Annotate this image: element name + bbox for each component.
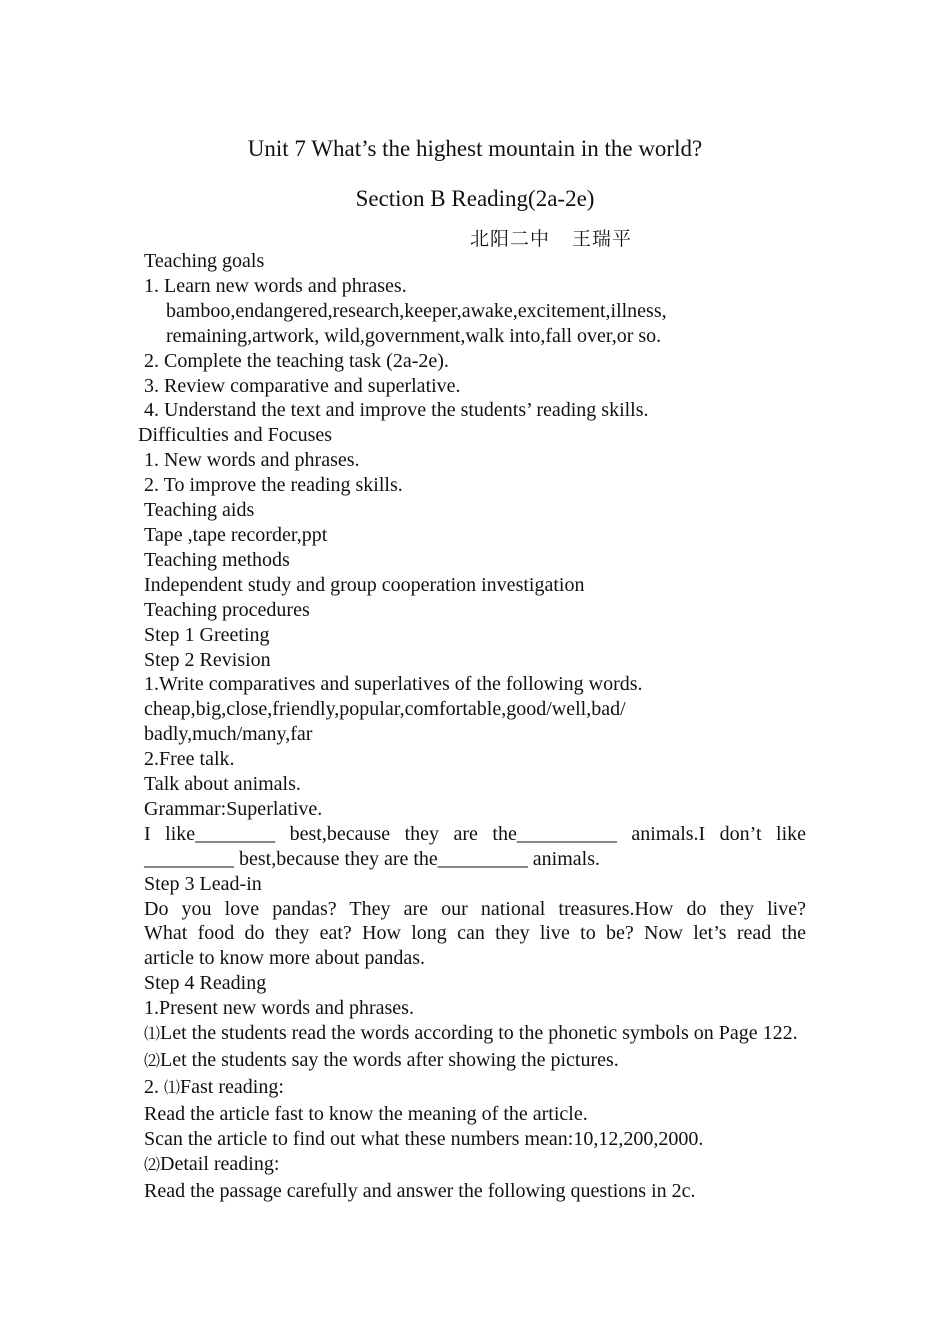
section-title: Section B Reading(2a-2e) <box>355 186 595 211</box>
detail-reading-text: Read the passage carefully and answer the following questions in 2c. <box>144 1179 696 1202</box>
lesson-plan-body <box>138 249 806 1203</box>
goal-item-3: 3. Review comparative and superlative. <box>144 374 461 397</box>
fast-reading-text: Scan the article to find out what these numbers mean:10,12,200,2000. <box>144 1127 704 1150</box>
fast-reading-text: Read the article fast to know the meaning of the article. <box>144 1102 588 1125</box>
revision-task-1: 1.Write comparatives and superlatives of the following words. <box>144 673 643 696</box>
fill-blank-sentence: _________ best,because they are the_________ animals. <box>144 847 600 870</box>
teaching-methods-text: Independent study and group cooperation investigation <box>144 573 585 596</box>
vocabulary-list-line: remaining,artwork, wild,government,walk into,fall over,or so. <box>166 324 662 347</box>
item-marker: ⑴ <box>144 1026 161 1044</box>
unit-title: Unit 7 What’s the highest mountain in the world? <box>247 136 703 161</box>
fill-blank-sentence: I like________ best,because they are the__________ animals.I don’t like <box>144 822 806 845</box>
revision-word-list: badly,much/many,far <box>144 723 313 746</box>
fast-reading-heading: 2. ⑴Fast reading: <box>144 1075 284 1098</box>
teaching-aids-text: Tape ,tape recorder,ppt <box>144 523 328 546</box>
grammar-text: Grammar:Superlative. <box>144 797 323 820</box>
goal-item-1: 1. Learn new words and phrases. <box>144 274 407 297</box>
step-1-heading: Step 1 Greeting <box>144 623 270 646</box>
heading-teaching-goals: Teaching goals <box>144 250 265 272</box>
lead-in-paragraph-line: What food do they eat? How long can they live to be? Now let’s read the <box>144 922 806 945</box>
reading-subitem-2: ⑵Let the students say the words after showing the pictures. <box>144 1049 619 1071</box>
difficulty-item-2: 2. To improve the reading skills. <box>144 474 403 497</box>
author-name: 王瑞平 <box>572 228 633 250</box>
author-school: 北阳二中 <box>470 228 551 250</box>
goal-item-2: 2. Complete the teaching task (2a-2e). <box>144 349 449 372</box>
heading-difficulties: Difficulties and Focuses <box>138 424 333 447</box>
vocabulary-list-line: bamboo,endangered,research,keeper,awake,excitement,illness, <box>166 299 667 322</box>
author-line <box>470 224 632 251</box>
step-3-heading: Step 3 Lead-in <box>144 872 262 895</box>
item-marker: ⑵ <box>144 1053 161 1070</box>
lead-in-paragraph-line: Do you love pandas? They are our national treasures.How do they live? <box>144 897 806 920</box>
heading-teaching-procedures: Teaching procedures <box>144 598 310 621</box>
lead-in-paragraph-line: article to know more about pandas. <box>144 947 426 970</box>
difficulty-item-1: 1. New words and phrases. <box>144 449 360 472</box>
detail-reading-heading: ⑵Detail reading: <box>144 1152 280 1175</box>
reading-subitem-1: ⑴Let the students read the words according to the phonetic symbols on Page 122. <box>144 1022 798 1045</box>
reading-task-1: 1.Present new words and phrases. <box>144 997 414 1020</box>
step-2-heading: Step 2 Revision <box>144 648 271 671</box>
revision-word-list: cheap,big,close,friendly,popular,comfortable,good/well,bad/ <box>144 698 626 721</box>
heading-teaching-aids: Teaching aids <box>144 499 255 522</box>
item-marker: ⑴ <box>164 1079 181 1097</box>
revision-task-2: 2.Free talk. <box>144 748 235 771</box>
goal-item-4: 4. Understand the text and improve the students’ reading skills. <box>144 399 649 422</box>
item-marker: ⑵ <box>144 1156 161 1174</box>
heading-teaching-methods: Teaching methods <box>144 548 290 571</box>
free-talk-text: Talk about animals. <box>144 773 301 796</box>
step-4-heading: Step 4 Reading <box>144 972 267 995</box>
